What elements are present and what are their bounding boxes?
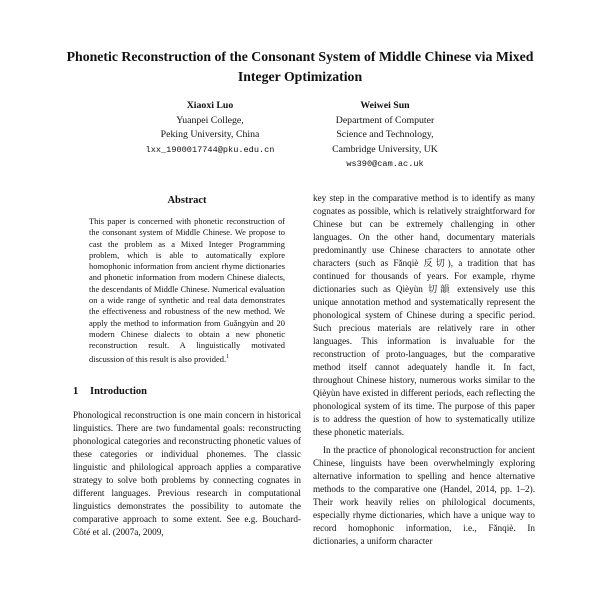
intro-paragraph: Phonological reconstruction is one main concern in historical linguistics. There are two fundamental goals: reconstructing phonological categories and reconstructing phonetic values of these categories or individual phonemes. The classic linguistic and philological approach applies a comparative strategy to solve both problems by connecting cognates in different languages. Previous research in computational linguistics demonstrates the possibility to automate the comparative approach to some extent. See e.g. Bouchard-Côté et al. (2007a, 2009, — [73, 409, 301, 537]
author-affiliation: Science and Technology, — [336, 129, 434, 140]
author-name: Xiaoxi Luo — [186, 100, 234, 111]
body-paragraph-continued: key step in the comparative method is to identify as many cognates as possible, which is relatively straightforward for Chinese but can be extremely challenging in other languages. On the other hand, documentary materials predominantly use Chinese characters to annotate other characters (such as Fǎnqiè 反切), a tradition that has continued for thousands of years. For example, rhyme dictionaries such as Qièyùn 切韻 extensively use this unique annotation method and systematically represent the phonological system of Chinese during a specific period. Such precious materials are relatively rare in other languages. This information is invaluable for the reconstruction of proto-languages, but the comparative method itself cannot adequately handle it. In fact, throughout Chinese history, numerous works similar to the Qièyùn have existed in different periods, each reflecting the phonological system of its time. The purpose of this paper is to address the question of how to systematically utilize these phonetic materials. — [313, 193, 535, 437]
paper-title: Phonetic Reconstruction of the Consonant System of Middle Chinese via Mixed Integer Optimization — [66, 49, 534, 84]
author-email[interactable]: lxx_1900017744@pku.edu.cn — [145, 144, 275, 155]
author-affiliation: Yuanpei College, — [176, 114, 244, 126]
body-paragraph: In the practice of phonological reconstruction for ancient Chinese, linguists have been overwhelmingly exploring alternative information to spelling and hence alternative methods to the comparative one (Handel, 2014, pp. 1–2). Their work heavily relies on philological documents, especially rhyme dictionaries, which have a unique way to record homophonic information, i.e., Fǎnqiè. In dictionaries, a uniform character — [313, 445, 535, 546]
author-affiliation: Department of Computer — [335, 114, 435, 126]
left-column — [73, 192, 301, 539]
section-number: 1 — [73, 385, 79, 397]
footnote-mark[interactable]: 1 — [226, 353, 230, 360]
section-title: Introduction — [90, 385, 147, 397]
right-column — [313, 192, 535, 548]
author-affiliation: Cambridge University, UK — [332, 143, 438, 155]
abstract-body: This paper is concerned with phonetic reconstruction of the consonant system of Middle Chinese. We propose to cast the problem as a Mixed Integer Programming problem, which is able to automatically explore homophonic information from ancient rhyme dictionaries and phonetic information from modern Chinese dialects, the descendants of Middle Chinese. Numerical evaluation on a wide range of synthetic and real data demonstrates the effectiveness and robustness of the new method. We apply the method to information from Guǎngyùn and 20 modern Chinese dialects to obtain a new phonetic reconstruction result. A linguistically motivated discussion of this result is also provided. — [89, 216, 285, 364]
author-name: Weiwei Sun — [360, 100, 410, 111]
author-block-1 — [115, 99, 305, 157]
author-block-2 — [290, 99, 480, 172]
author-email[interactable]: ws390@cam.ac.uk — [346, 159, 424, 169]
abstract-text — [89, 216, 285, 365]
abstract-heading: Abstract — [167, 195, 207, 206]
section-heading — [73, 385, 301, 399]
author-affiliation: Peking University, China — [160, 129, 260, 140]
